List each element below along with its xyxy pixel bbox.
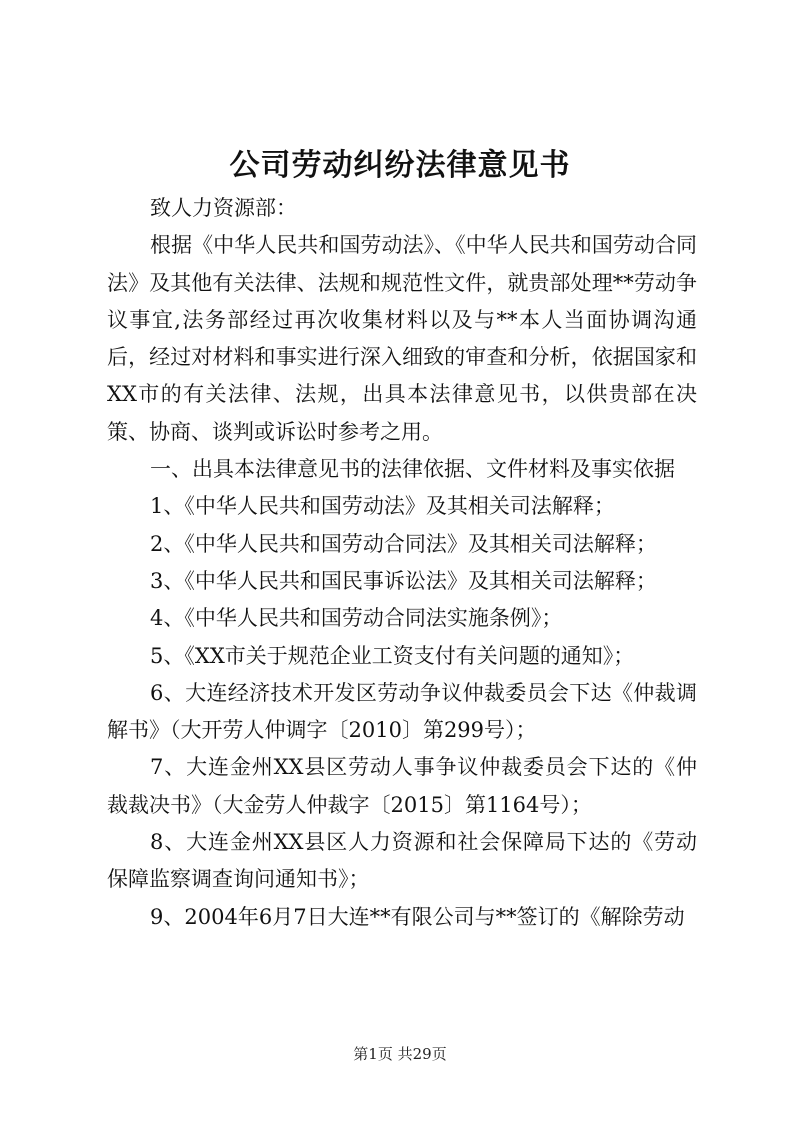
list-item: 9、2004年6月7日大连**有限公司与**签订的《解除劳动: [150, 904, 685, 929]
intro-paragraph: 根据《中华人民共和国劳动法》、《中华人民共和国劳动合同法》及其他有关法律、法规和规范性文件，就贵部处理**劳动争议事宜,法务部经过再次收集材料以及与**本人当面协调沟通后，经过对材料和事实进行深入细致的审查和分析，依据国家和XX市的有关法律、法规，出具本法律意见书，以供贵部在决策、协商、谈判或诉讼时参考之用。: [107, 233, 697, 444]
page-number: 第1页 共29页: [353, 1045, 447, 1063]
list-item: 5、《XX市关于规范企业工资支付有关问题的通知》；: [150, 643, 635, 668]
list-item: 3、《中华人民共和国民事诉讼法》及其相关司法解释；: [150, 568, 657, 593]
document-body: [107, 190, 697, 936]
list-item: 2、《中华人民共和国劳动合同法》及其相关司法解释；: [150, 531, 657, 556]
list-item: 6、大连经济技术开发区劳动争议仲裁委员会下达《仲裁调解书》（大开劳人仲调字〔2010〕第299号）；: [107, 680, 697, 743]
salutation: 致人力资源部：: [150, 196, 298, 220]
document-title: 公司劳动纠纷法律意见书: [229, 148, 571, 183]
list-item: 4、《中华人民共和国劳动合同法实施条例》；: [150, 606, 563, 631]
list-item: 1、《中华人民共和国劳动法》及其相关司法解释；: [150, 494, 615, 519]
list-item: 7、大连金州XX县区劳动人事争议仲裁委员会下达的《仲裁裁决书》（大金劳人仲裁字〔2015〕第1164号）；: [107, 755, 697, 817]
list-item: 8、大连金州XX县区人力资源和社会保障局下达的《劳动保障监察调查询问通知书》；: [107, 830, 697, 892]
section-heading: 一、出具本法律意见书的法律依据、文件材料及事实依据: [150, 457, 676, 482]
